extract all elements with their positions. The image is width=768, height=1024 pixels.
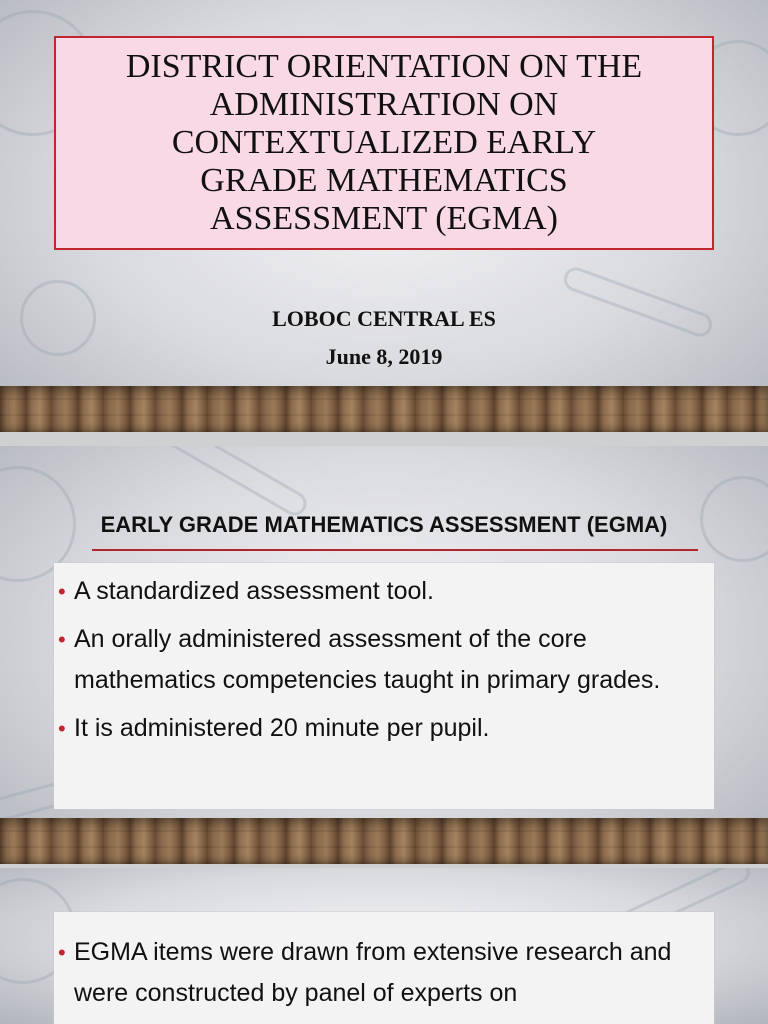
list-item bbox=[58, 571, 704, 612]
bullet-box bbox=[54, 912, 714, 1024]
title-line: GRADE MATHEMATICS bbox=[200, 162, 568, 199]
title-line: CONTEXTUALIZED EARLY bbox=[171, 124, 597, 161]
bullet-text: EGMA items were drawn from extensive research and were constructed by panel of experts on bbox=[74, 938, 672, 1007]
bullet-text: It is administered 20 minute per pupil. bbox=[74, 714, 490, 742]
title-box bbox=[54, 36, 714, 250]
presentation-date: June 8, 2019 bbox=[325, 344, 443, 369]
title-line: ASSESSMENT (EGMA) bbox=[210, 200, 558, 237]
heading-underline bbox=[92, 549, 698, 551]
wood-floor-band bbox=[0, 386, 768, 432]
content-slide bbox=[0, 868, 768, 1024]
bullet-text: A standardized assessment tool. bbox=[74, 577, 434, 605]
bullet-text: An orally administered assessment of the core mathematics competencies taught in primary grades. bbox=[74, 625, 661, 694]
background-bar bbox=[155, 446, 311, 520]
title-slide bbox=[0, 0, 768, 432]
school-name: LOBOC CENTRAL ES bbox=[272, 306, 496, 331]
bullet-box bbox=[54, 563, 714, 809]
slide-heading: EARLY GRADE MATHEMATICS ASSESSMENT (EGMA) bbox=[100, 512, 668, 537]
bullet-marker: • bbox=[58, 627, 66, 652]
list-item bbox=[58, 708, 704, 749]
list-item bbox=[58, 619, 704, 701]
bullet-marker: • bbox=[58, 940, 66, 965]
title-line: DISTRICT ORIENTATION ON THE bbox=[125, 48, 643, 85]
list-item bbox=[58, 932, 704, 1014]
bullet-list bbox=[58, 571, 704, 749]
bullet-marker: • bbox=[58, 579, 66, 604]
slide-title bbox=[100, 48, 668, 238]
bullet-list bbox=[58, 932, 704, 1014]
title-line: ADMINISTRATION ON bbox=[209, 86, 559, 123]
content-slide bbox=[0, 446, 768, 864]
wood-floor-band bbox=[0, 818, 768, 864]
bullet-marker: • bbox=[58, 716, 66, 741]
